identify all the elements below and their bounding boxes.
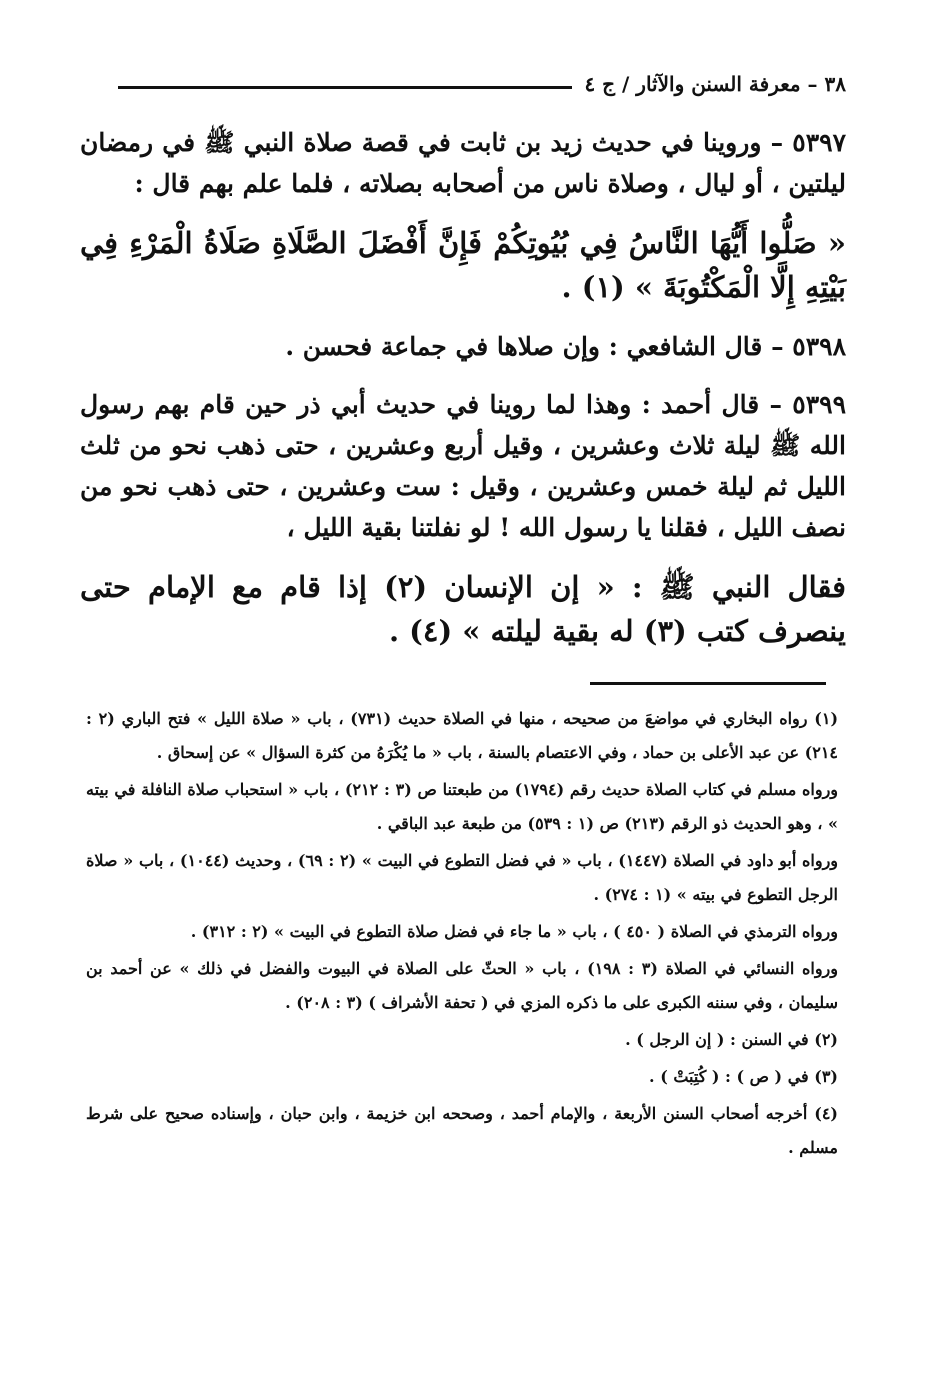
footnote-3: (٣) في ( ص ) : ( كُتِبَتْ ) . <box>649 1067 838 1086</box>
footnote-separator <box>590 682 826 685</box>
hadith-quote: « صَلُّوا أَيُّهَا النَّاسُ فِي بُيُوتِكُمْ فَإِنَّ أَفْضَلَ الصَّلَاةِ صَلَاةُ الْمَرْءِ فِي بَيْتِهِ إِلَّا الْمَكْتُوبَةَ » (١) . <box>80 226 846 304</box>
footnote-1: (١) رواه البخاري في مواضعَ من صحيحه ، منها في الصلاة حديث (٧٣١) ، باب « صلاة الليل » فتح الباري (٢ : ٢١٤) عن عبد الأعلى بن حماد ، وفي الاعتصام بالسنة ، باب « ما يُكْرَهُ من كثرة السؤال » عن إسحاق . <box>86 709 839 762</box>
paragraph-5399: ٥٣٩٩ – قال أحمد : وهذا لما روينا في حديث أبي ذر حين قام بهم رسول الله ﷺ ليلة ثلاث وعشرين ، وقيل أربع وعشرين ، حتى ذهب نحو من ثلث الليل ثم ليلة خمس وعشرين ، وقيل : ست وعشرين ، حتى ذهب نحو من نصف الليل ، فقلنا يا رسول الله ! لو نفلتنا بقية الليل ، <box>80 390 846 542</box>
footnote-4: (٤) أخرجه أصحاب السنن الأربعة ، والإمام أحمد ، وصححه ابن خزيمة ، وابن حبان ، وإسناده صحيح على شرط مسلم . <box>86 1104 838 1157</box>
footnote-2: (٢) في السنن : ( إن الرجل ) . <box>625 1030 838 1049</box>
main-text <box>80 122 846 653</box>
footnotes <box>86 702 838 1165</box>
footnote-1-nasai: ورواه النسائي في الصلاة (٣ : ١٩٨) ، باب « الحثّ على الصلاة في البيوت والفضل في ذلك » عن أحمد بن سليمان ، وفي سننه الكبرى على ما ذكره المزي في ( تحفة الأشراف ) (٣ : ٢٠٨) . <box>86 959 839 1012</box>
page-header <box>118 64 846 104</box>
footnote-1-abudawud: ورواه أبو داود في الصلاة (١٤٤٧) ، باب « في فضل التطوع في البيت » (٢ : ٦٩) ، وحديث (١٠٤٤) ، باب « صلاة الرجل التطوع في بيته » (١ : ٢٧٤) . <box>86 851 839 904</box>
paragraph-5397: ٥٣٩٧ – وروينا في حديث زيد بن ثابت في قصة صلاة النبي ﷺ في رمضان ليلتين ، أو ليال ، وصلاة ناس من أصحابه بصلاته ، فلما علم بهم قال : <box>80 128 846 198</box>
header-rule <box>118 86 572 89</box>
running-head: ٣٨ – معرفة السنن والآثار / ج ٤ <box>584 72 846 96</box>
footnote-1-tirmidhi: ورواه الترمذي في الصلاة ( ٤٥٠ ) ، باب « ما جاء في فضل صلاة التطوع في البيت » (٢ : ٣١٢) . <box>190 922 838 941</box>
prophet-saying: فقال النبي ﷺ : « إن الإنسان (٢) إذا قام مع الإمام حتى ينصرف كتب (٣) له بقية ليلته » (٤) . <box>80 570 847 648</box>
footnote-1-muslim: ورواه مسلم في كتاب الصلاة حديث رقم (١٧٩٤) من طبعتنا ص (٣ : ٢١٢) ، باب « استحباب صلاة النافلة في بيته » ، وهو الحديث ذو الرقم (٢١٣) ص (١ : ٥٣٩) من طبعة عبد الباقي . <box>86 780 839 833</box>
paragraph-5398: ٥٣٩٨ – قال الشافعي : وإن صلاها في جماعة فحسن . <box>285 332 846 361</box>
